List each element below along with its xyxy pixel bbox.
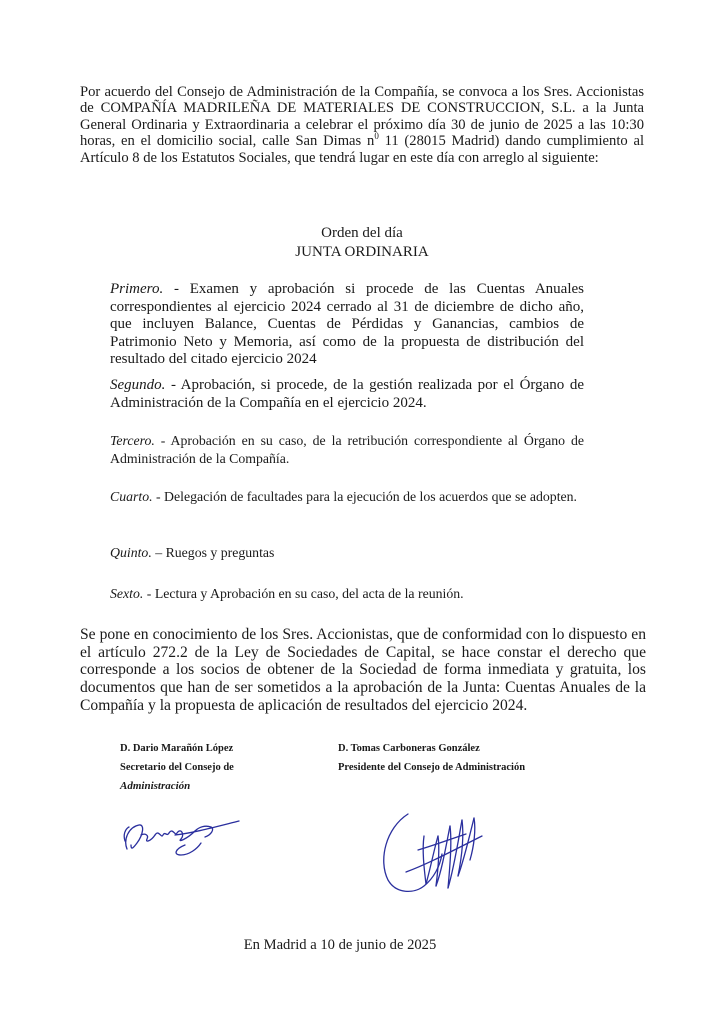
agenda-subtitle: JUNTA ORDINARIA bbox=[295, 244, 429, 260]
agenda-item-segundo bbox=[110, 377, 584, 412]
agenda-item-sexto bbox=[110, 585, 584, 603]
agenda-item-text: – Ruegos y preguntas bbox=[151, 545, 275, 560]
agenda-item-text: - Aprobación en su caso, de la retribución correspondiente al Órgano de Administración de la Compañía. bbox=[110, 433, 584, 466]
signatory-name: D. Tomas Carboneras González bbox=[338, 743, 480, 754]
signatory-name: D. Dario Marañón López bbox=[120, 743, 234, 754]
signatory-role: Secretario del Consejo de bbox=[120, 762, 234, 773]
agenda-item-quinto bbox=[110, 544, 584, 562]
number-superscript: 0 bbox=[374, 131, 379, 142]
agenda-title: Orden del día bbox=[321, 225, 403, 241]
agenda-item-label: Tercero. bbox=[110, 433, 155, 448]
date-line: En Madrid a 10 de junio de 2025 bbox=[243, 937, 437, 953]
agenda-item-tercero bbox=[110, 432, 584, 468]
handwritten-signature-president bbox=[378, 790, 488, 902]
agenda-item-label: Sexto. bbox=[110, 586, 144, 601]
handwritten-signature-secretary bbox=[115, 805, 255, 865]
agenda-item-label: Cuarto. bbox=[110, 489, 153, 504]
agenda-item-label: Segundo. bbox=[110, 377, 166, 393]
signatory-right bbox=[338, 739, 525, 777]
agenda-item-primero bbox=[110, 281, 584, 369]
agenda-item-cuarto bbox=[110, 488, 584, 506]
agenda-item-label: Quinto. bbox=[110, 545, 152, 560]
agenda-item-text: - Lectura y Aprobación en su caso, del acta de la reunión. bbox=[143, 586, 464, 601]
intro-text-part-1: Por acuerdo del Consejo de Administración de la Compañía, se convoca a los Sres. Accionistas de COMPAÑÍA MADRILEÑA DE MATERIALES DE CONSTRUCCION, S.L. a la Junta General Ordinaria y Extraordinaria a celebrar el próximo día 30 de junio de 2025 a las 10:30 horas, en el domicilio social, calle San Dimas n bbox=[80, 84, 644, 150]
signatory-left bbox=[120, 739, 234, 796]
intro-paragraph bbox=[80, 84, 644, 166]
agenda-item-text: - Examen y aprobación si procede de las Cuentas Anuales correspondientes al ejercicio 2024 cerrado al 31 de diciembre de dicho año, que incluyen Balance, Cuentas de Pérdidas y Ganancias, cambios de Patrimonio Neto y Memoria, así como de la propuesta de distribución del resultado del citado ejercicio 2024 bbox=[110, 281, 584, 368]
signatory-role-continued: Administración bbox=[120, 780, 191, 792]
intro-text-part-2: 11 (28015 Madrid) dando cumplimiento al Artículo 8 de los Estatutos Sociales, que tendrá lugar en este día con arreglo al siguiente: bbox=[80, 133, 644, 166]
agenda-item-text: - Aprobación, si procede, de la gestión realizada por el Órgano de Administración de la Compañía en el ejercicio 2024. bbox=[110, 377, 584, 411]
agenda-item-label: Primero. bbox=[110, 281, 164, 297]
agenda-item-text: - Delegación de facultades para la ejecución de los acuerdos que se adopten. bbox=[152, 489, 578, 504]
signatory-role: Presidente del Consejo de Administración bbox=[338, 762, 526, 773]
closing-paragraph: Se pone en conocimiento de los Sres. Accionistas, que de conformidad con lo dispuesto en el artículo 272.2 de la Ley de Sociedades de Capital, se hace constar el derecho que corresponde a los socios de obtener de la Sociedad de forma inmediata y gratuita, los documentos que han de ser sometidos a la aprobación de la Junta: Cuentas Anuales de la Compañía y la propuesta de aplicación de resultados del ejercicio 2024. bbox=[80, 626, 646, 714]
